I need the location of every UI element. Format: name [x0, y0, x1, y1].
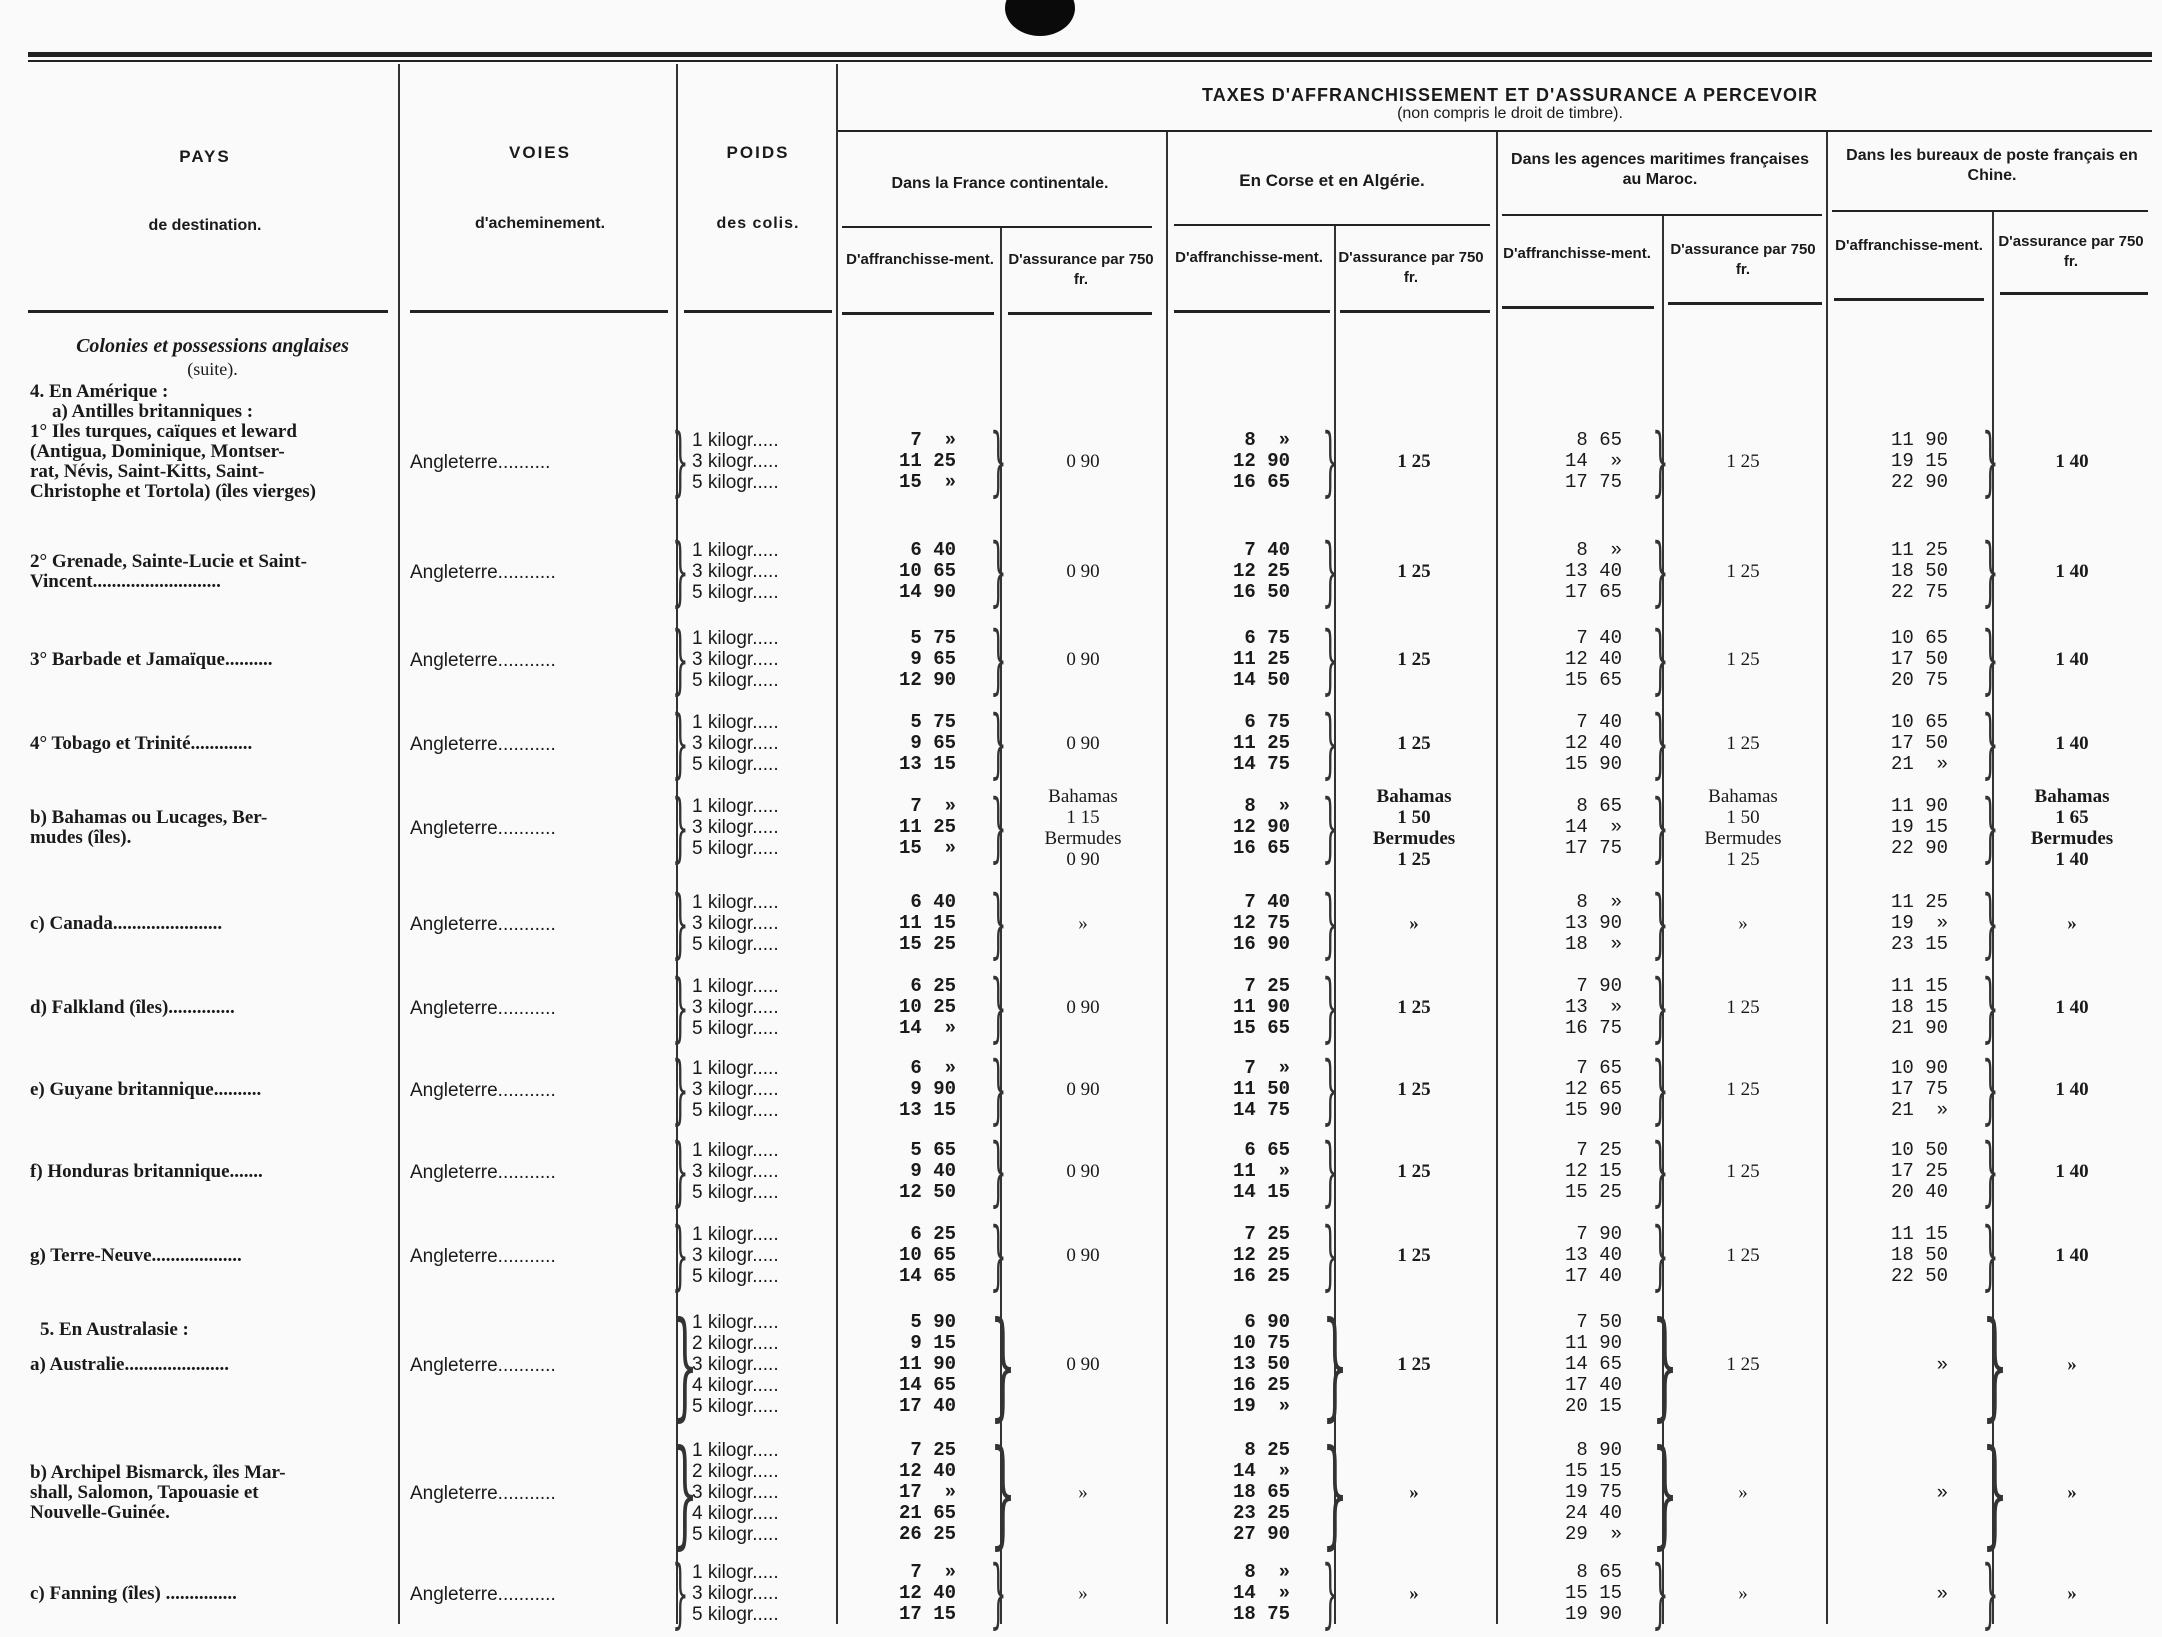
cell-co-aff: 8 25 14 » 18 65 23 25 27 90: [1232, 1439, 1290, 1545]
cell-ch-ass: 1 40: [2055, 451, 2089, 472]
header-rule-2: [410, 310, 668, 313]
brace-3: }: [1652, 1211, 1669, 1299]
brace-2: }: [1322, 1424, 1349, 1561]
cell-fr-ass: 0 90: [1066, 1161, 1100, 1182]
section-subtitle: (suite).: [187, 359, 238, 379]
cell-fr-aff: 7 » 11 25 15 »: [898, 429, 956, 493]
pays-subheader: de destination.: [148, 217, 262, 234]
main-title: TAXES D'AFFRANCHISSEMENT ET D'ASSURANCE A PERCEVOIR: [1202, 85, 1818, 105]
cell-ch-ass: 1 40: [2055, 733, 2089, 754]
cell-ma-ass: 1 25: [1726, 451, 1760, 472]
brace-4: }: [1982, 1549, 1999, 1637]
header-rule-11: [2000, 292, 2148, 295]
col-line-9: [1826, 132, 1828, 1624]
heading-australasie: 5. En Australasie :: [40, 1319, 189, 1340]
brace-0: }: [672, 1045, 689, 1133]
brace-1: }: [990, 879, 1007, 967]
cell-fr-ass: Bahamas 1 15 Bermudes 0 90: [1044, 785, 1122, 870]
cell-co-ass: »: [1409, 1482, 1419, 1503]
cell-poids: 1 kilogr..... 3 kilogr..... 5 kilogr.....: [692, 540, 779, 603]
cell-pays: a) Australie......................: [30, 1353, 229, 1375]
brace-2: }: [1322, 1127, 1339, 1215]
cell-voie: Angleterre...........: [410, 1161, 556, 1183]
sub-affr-france: D'affranchisse-ment.: [846, 251, 994, 268]
cell-ch-aff: 11 90 19 15 22 90: [1890, 795, 1948, 859]
header-rule-9: [1668, 302, 1822, 305]
cell-ch-aff: »: [1936, 1582, 1948, 1605]
cell-ch-aff: 10 65 17 50 21 »: [1890, 711, 1948, 775]
cell-co-ass: »: [1409, 1583, 1419, 1604]
brace-4: }: [1982, 963, 1999, 1051]
cell-ch-ass: »: [2067, 1482, 2077, 1503]
cell-pays: b) Archipel Bismarck, îles Mar- shall, Salomon, Tapouasie et Nouvelle-Guinée.: [30, 1461, 286, 1523]
cell-fr-ass: »: [1078, 1482, 1088, 1503]
brace-3: }: [1652, 699, 1669, 787]
brace-1: }: [990, 699, 1007, 787]
cell-co-aff: 6 90 10 75 13 50 16 25 19 »: [1232, 1311, 1290, 1417]
brace-3: }: [1652, 417, 1669, 505]
cell-ch-ass: 1 40: [2055, 1245, 2089, 1266]
cell-voie: Angleterre...........: [410, 561, 556, 583]
cell-fr-ass: 0 90: [1066, 561, 1100, 582]
cell-ma-ass: »: [1738, 913, 1748, 934]
brace-2: }: [1322, 783, 1339, 871]
cell-fr-aff: 5 75 9 65 12 90: [898, 627, 956, 691]
cell-ma-aff: 8 » 13 40 17 65: [1564, 539, 1622, 603]
cell-ma-ass: 1 25: [1726, 1161, 1760, 1182]
brace-1: }: [990, 1424, 1017, 1561]
cell-fr-aff: 7 » 11 25 15 »: [898, 795, 956, 859]
cell-ch-ass: Bahamas 1 65 Bermudes 1 40: [2030, 785, 2114, 870]
cell-fr-aff: 5 65 9 40 12 50: [898, 1139, 956, 1203]
brace-0: }: [672, 417, 689, 505]
cell-voie: Angleterre..........: [410, 451, 551, 473]
cell-co-ass: 1 25: [1397, 649, 1431, 670]
brace-3: }: [1652, 1296, 1679, 1433]
cell-co-aff: 7 25 12 25 16 25: [1232, 1223, 1290, 1287]
brace-3: }: [1652, 783, 1669, 871]
header-rule-6: [1174, 310, 1330, 313]
brace-4: }: [1982, 527, 1999, 615]
brace-0: }: [672, 1424, 699, 1561]
brace-1: }: [990, 615, 1007, 703]
cell-poids: 1 kilogr..... 3 kilogr..... 5 kilogr.....: [692, 1140, 779, 1203]
cell-ma-aff: 8 » 13 90 18 »: [1564, 891, 1622, 955]
group-rule-corse: [1174, 224, 1490, 226]
cell-co-aff: 7 40 12 75 16 90: [1232, 891, 1290, 955]
cell-fr-aff: 6 40 10 65 14 90: [898, 539, 956, 603]
cell-ch-ass: »: [2067, 913, 2077, 934]
sub-affr-corse: D'affranchisse-ment.: [1175, 249, 1323, 266]
poids-subheader: des colis.: [716, 215, 800, 232]
cell-co-ass: 1 25: [1397, 1354, 1431, 1375]
brace-0: }: [672, 963, 689, 1051]
brace-2: }: [1322, 1211, 1339, 1299]
brace-1: }: [990, 527, 1007, 615]
group-header-france: Dans la France continentale.: [891, 175, 1109, 192]
brace-0: }: [672, 699, 689, 787]
brace-2: }: [1322, 417, 1339, 505]
heading-amerique: 4. En Amérique :: [30, 381, 169, 402]
cell-ma-aff: 7 50 11 90 14 65 17 40 20 15: [1564, 1311, 1622, 1417]
cell-ch-ass: 1 40: [2055, 997, 2089, 1018]
cell-fr-ass: 0 90: [1066, 1354, 1100, 1375]
cell-co-ass: 1 25: [1397, 997, 1431, 1018]
cell-fr-aff: 6 40 11 15 15 25: [898, 891, 956, 955]
cell-ma-aff: 7 65 12 65 15 90: [1564, 1057, 1622, 1121]
brace-0: }: [672, 783, 689, 871]
cell-co-aff: 6 65 11 » 14 15: [1232, 1139, 1290, 1203]
cell-ch-aff: 11 25 18 50 22 75: [1890, 539, 1948, 603]
cell-pays: 1° Iles turques, caïques et leward (Antigua, Dominique, Montser- rat, Névis, Saint-Kitts, Saint- Christophe et Tortola) (îles vierges): [30, 420, 317, 502]
cell-voie: Angleterre...........: [410, 913, 556, 935]
cell-poids: 1 kilogr..... 3 kilogr..... 5 kilogr.....: [692, 628, 779, 691]
cell-ma-aff: 7 40 12 40 15 65: [1564, 627, 1622, 691]
cell-pays: f) Honduras britannique.......: [30, 1160, 263, 1182]
cell-fr-ass: 0 90: [1066, 649, 1100, 670]
punch-hole: [1005, 0, 1075, 36]
cell-ma-aff: 7 40 12 40 15 90: [1564, 711, 1622, 775]
cell-ma-aff: 8 90 15 15 19 75 24 40 29 »: [1564, 1439, 1622, 1545]
header-rule-1: [28, 310, 388, 313]
cell-co-aff: 8 » 14 » 18 75: [1232, 1561, 1290, 1625]
cell-ma-ass: »: [1738, 1583, 1748, 1604]
cell-ch-aff: 11 15 18 50 22 50: [1890, 1223, 1948, 1287]
cell-pays: b) Bahamas ou Lucages, Ber- mudes (îles).: [30, 806, 268, 848]
header-rule-3: [684, 310, 832, 313]
brace-1: }: [990, 1045, 1007, 1133]
cell-ma-aff: 8 65 14 » 17 75: [1564, 429, 1622, 493]
sub-assur-chine: D'assurance par 750 fr.: [1998, 233, 2144, 270]
header-rule-8: [1502, 306, 1654, 309]
brace-4: }: [1982, 1296, 2009, 1433]
brace-4: }: [1982, 879, 1999, 967]
cell-co-aff: 6 75 11 25 14 50: [1232, 627, 1290, 691]
section-title: Colonies et possessions anglaises: [76, 335, 349, 357]
cell-co-ass: 1 25: [1397, 451, 1431, 472]
group-header-corse: En Corse et en Algérie.: [1239, 171, 1425, 190]
cell-co-ass: 1 25: [1397, 1245, 1431, 1266]
cell-voie: Angleterre...........: [410, 733, 556, 755]
group-header-chine: Dans les bureaux de poste français en Chine.: [1846, 147, 2138, 184]
cell-poids: 1 kilogr..... 3 kilogr..... 5 kilogr.....: [692, 1224, 779, 1287]
col-line-3: [836, 64, 838, 1624]
cell-poids: 1 kilogr..... 2 kilogr..... 3 kilogr..... 4 kilogr..... 5 kilogr.....: [692, 1312, 779, 1417]
header-rule-10: [1834, 298, 1984, 301]
cell-ma-aff: 8 65 15 15 19 90: [1564, 1561, 1622, 1625]
cell-fr-ass: »: [1078, 913, 1088, 934]
brace-4: }: [1982, 1211, 1999, 1299]
cell-pays: e) Guyane britannique..........: [30, 1078, 262, 1100]
sub-assur-maroc: D'assurance par 750 fr.: [1670, 241, 1816, 278]
cell-ch-aff: 11 90 19 15 22 90: [1890, 429, 1948, 493]
cell-ma-aff: 8 65 14 » 17 75: [1564, 795, 1622, 859]
cell-voie: Angleterre...........: [410, 1583, 556, 1605]
cell-co-aff: 7 40 12 25 16 50: [1232, 539, 1290, 603]
cell-poids: 1 kilogr..... 3 kilogr..... 5 kilogr.....: [692, 892, 779, 955]
cell-voie: Angleterre...........: [410, 817, 556, 839]
cell-fr-aff: 7 » 12 40 17 15: [898, 1561, 956, 1625]
voies-header: VOIES: [509, 143, 571, 162]
brace-0: }: [672, 1211, 689, 1299]
cell-poids: 1 kilogr..... 3 kilogr..... 5 kilogr.....: [692, 796, 779, 859]
brace-4: }: [1982, 615, 1999, 703]
cell-fr-ass: 0 90: [1066, 997, 1100, 1018]
sub-assur-corse: D'assurance par 750 fr.: [1338, 249, 1484, 286]
cell-ch-ass: 1 40: [2055, 1161, 2089, 1182]
header-rule-5: [1008, 312, 1152, 315]
cell-poids: 1 kilogr..... 2 kilogr..... 3 kilogr..... 4 kilogr..... 5 kilogr.....: [692, 1440, 779, 1545]
sub-assur-france: D'assurance par 750 fr.: [1008, 251, 1154, 288]
poids-header: POIDS: [726, 143, 790, 162]
cell-ma-aff: 7 90 13 » 16 75: [1564, 975, 1622, 1039]
cell-co-ass: 1 25: [1397, 1079, 1431, 1100]
brace-4: }: [1982, 783, 1999, 871]
brace-3: }: [1652, 615, 1669, 703]
cell-voie: Angleterre...........: [410, 997, 556, 1019]
brace-2: }: [1322, 527, 1339, 615]
brace-0: }: [672, 879, 689, 967]
cell-fr-aff: 6 25 10 65 14 65: [898, 1223, 956, 1287]
brace-2: }: [1322, 699, 1339, 787]
cell-poids: 1 kilogr..... 3 kilogr..... 5 kilogr.....: [692, 976, 779, 1039]
brace-1: }: [990, 783, 1007, 871]
brace-3: }: [1652, 1549, 1669, 1637]
cell-ma-ass: 1 25: [1726, 997, 1760, 1018]
heading-antilles: a) Antilles britanniques :: [52, 401, 254, 422]
title-rule: [836, 130, 2152, 132]
cell-pays: 4° Tobago et Trinité.............: [30, 732, 253, 754]
cell-co-aff: 7 25 11 90 15 65: [1232, 975, 1290, 1039]
brace-0: }: [672, 1549, 689, 1637]
header-rule-7: [1340, 310, 1490, 313]
brace-1: }: [990, 1296, 1017, 1433]
cell-voie: Angleterre...........: [410, 1245, 556, 1267]
cell-co-aff: 7 » 11 50 14 75: [1232, 1057, 1290, 1121]
brace-4: }: [1982, 1045, 1999, 1133]
cell-voie: Angleterre...........: [410, 1482, 556, 1504]
cell-ma-ass: 1 25: [1726, 1079, 1760, 1100]
cell-fr-aff: 6 25 10 25 14 »: [898, 975, 956, 1039]
voies-subheader: d'acheminement.: [474, 215, 606, 232]
cell-fr-ass: »: [1078, 1583, 1088, 1604]
cell-ch-aff: 11 15 18 15 21 90: [1890, 975, 1948, 1039]
brace-2: }: [1322, 1296, 1349, 1433]
brace-2: }: [1322, 879, 1339, 967]
cell-ma-aff: 7 25 12 15 15 25: [1564, 1139, 1622, 1203]
cell-co-ass: 1 25: [1397, 733, 1431, 754]
cell-poids: 1 kilogr..... 3 kilogr..... 5 kilogr.....: [692, 712, 779, 775]
cell-poids: 1 kilogr..... 3 kilogr..... 5 kilogr.....: [692, 430, 779, 493]
cell-fr-ass: 0 90: [1066, 1079, 1100, 1100]
brace-1: }: [990, 417, 1007, 505]
cell-ma-ass: 1 25: [1726, 1245, 1760, 1266]
cell-voie: Angleterre...........: [410, 1354, 556, 1376]
cell-ch-ass: 1 40: [2055, 561, 2089, 582]
cell-ch-aff: 10 65 17 50 20 75: [1890, 627, 1948, 691]
cell-co-aff: 8 » 12 90 16 65: [1232, 795, 1290, 859]
cell-fr-aff: 5 75 9 65 13 15: [898, 711, 956, 775]
brace-1: }: [990, 1127, 1007, 1215]
brace-4: }: [1982, 699, 1999, 787]
cell-poids: 1 kilogr..... 3 kilogr..... 5 kilogr.....: [692, 1562, 779, 1625]
brace-2: }: [1322, 1549, 1339, 1637]
brace-3: }: [1652, 1127, 1669, 1215]
group-rule-france: [842, 226, 1152, 228]
cell-fr-ass: 0 90: [1066, 451, 1100, 472]
col-line-5: [1166, 132, 1168, 1624]
group-header-maroc: Dans les agences maritimes françaises au Maroc.: [1511, 151, 1809, 188]
sub-affr-maroc: D'affranchisse-ment.: [1503, 245, 1651, 262]
brace-0: }: [672, 615, 689, 703]
cell-pays: d) Falkland (îles)..............: [30, 996, 235, 1018]
brace-4: }: [1982, 1424, 2009, 1561]
cell-ch-aff: 10 50 17 25 20 40: [1890, 1139, 1948, 1203]
brace-1: }: [990, 1211, 1007, 1299]
cell-fr-ass: 0 90: [1066, 1245, 1100, 1266]
brace-0: }: [672, 527, 689, 615]
brace-2: }: [1322, 963, 1339, 1051]
cell-poids: 1 kilogr..... 3 kilogr..... 5 kilogr.....: [692, 1058, 779, 1121]
brace-0: }: [672, 1127, 689, 1215]
cell-voie: Angleterre...........: [410, 1079, 556, 1101]
cell-fr-aff: 7 25 12 40 17 » 21 65 26 25: [898, 1439, 956, 1545]
cell-co-ass: Bahamas 1 50 Bermudes 1 25: [1372, 785, 1456, 870]
pays-header: PAYS: [179, 147, 231, 166]
col-line-7: [1496, 132, 1498, 1624]
brace-3: }: [1652, 1424, 1679, 1561]
cell-ma-ass: 1 25: [1726, 733, 1760, 754]
cell-ma-ass: Bahamas 1 50 Bermudes 1 25: [1704, 785, 1782, 870]
top-rule-thin: [28, 60, 2152, 62]
cell-co-aff: 8 » 12 90 16 65: [1232, 429, 1290, 493]
brace-3: }: [1652, 1045, 1669, 1133]
cell-pays: g) Terre-Neuve...................: [30, 1244, 242, 1266]
cell-ch-ass: »: [2067, 1354, 2077, 1375]
cell-ma-ass: 1 25: [1726, 649, 1760, 670]
main-subtitle: (non compris le droit de timbre).: [1397, 105, 1623, 122]
cell-co-ass: 1 25: [1397, 561, 1431, 582]
cell-ch-aff: »: [1936, 1353, 1948, 1376]
cell-voie: Angleterre...........: [410, 649, 556, 671]
cell-pays: c) Fanning (îles) ...............: [30, 1582, 237, 1604]
cell-pays: 2° Grenade, Sainte-Lucie et Saint- Vincent...........................: [30, 550, 307, 592]
cell-pays: 3° Barbade et Jamaïque..........: [30, 648, 273, 670]
brace-2: }: [1322, 1045, 1339, 1133]
brace-0: }: [672, 1296, 699, 1433]
brace-3: }: [1652, 527, 1669, 615]
brace-3: }: [1652, 879, 1669, 967]
group-rule-chine: [1832, 210, 2148, 212]
cell-co-ass: 1 25: [1397, 1161, 1431, 1182]
cell-fr-aff: 6 » 9 90 13 15: [898, 1057, 956, 1121]
brace-4: }: [1982, 1127, 1999, 1215]
brace-1: }: [990, 963, 1007, 1051]
cell-co-ass: »: [1409, 913, 1419, 934]
cell-ch-aff: 10 90 17 75 21 »: [1890, 1057, 1948, 1121]
cell-ma-ass: 1 25: [1726, 1354, 1760, 1375]
cell-ch-aff: 11 25 19 » 23 15: [1890, 891, 1948, 955]
cell-ch-ass: 1 40: [2055, 649, 2089, 670]
cell-ma-ass: 1 25: [1726, 561, 1760, 582]
brace-4: }: [1982, 417, 1999, 505]
cell-ma-ass: »: [1738, 1482, 1748, 1503]
cell-fr-ass: 0 90: [1066, 733, 1100, 754]
cell-ma-aff: 7 90 13 40 17 40: [1564, 1223, 1622, 1287]
cell-ch-ass: »: [2067, 1583, 2077, 1604]
cell-pays: c) Canada.......................: [30, 912, 223, 934]
brace-2: }: [1322, 615, 1339, 703]
brace-1: }: [990, 1549, 1007, 1637]
brace-3: }: [1652, 963, 1669, 1051]
cell-fr-aff: 5 90 9 15 11 90 14 65 17 40: [898, 1311, 956, 1417]
cell-co-aff: 6 75 11 25 14 75: [1232, 711, 1290, 775]
top-rule: [28, 52, 2152, 57]
cell-ch-ass: 1 40: [2055, 1079, 2089, 1100]
sub-affr-chine: D'affranchisse-ment.: [1835, 237, 1983, 254]
cell-ch-aff: »: [1936, 1481, 1948, 1504]
header-rule-4: [842, 312, 994, 315]
